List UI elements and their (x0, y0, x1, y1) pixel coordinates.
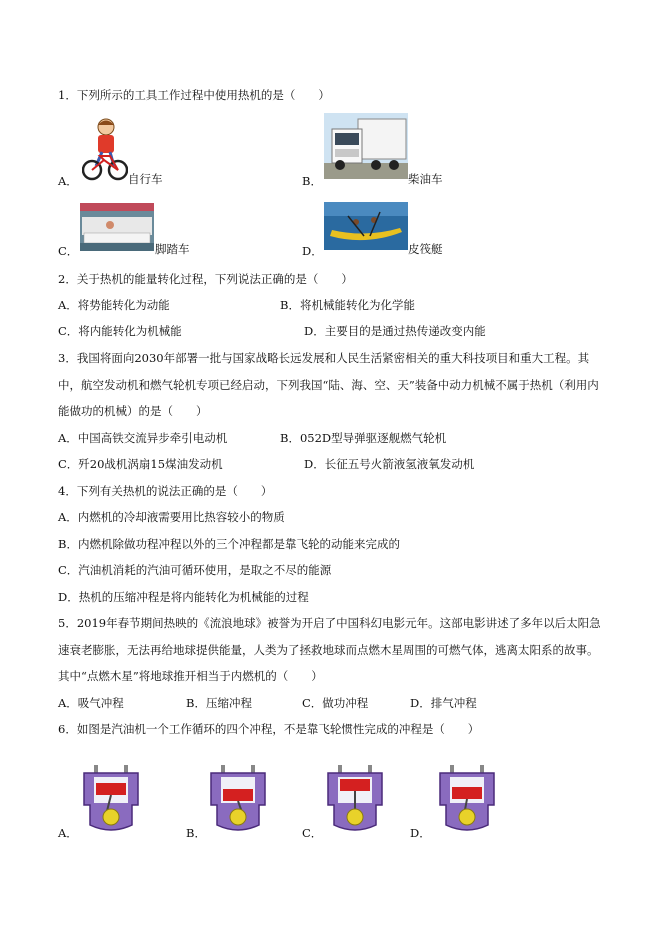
q1-option-d-label: D． (302, 244, 323, 258)
q4-option-a: A．内燃机的冷却液需要用比热容较小的物质 (58, 510, 285, 524)
engine-stroke-b-diagram (207, 765, 269, 833)
q1-option-b-label: B． (302, 174, 322, 188)
q1-option-c-text: 脚踏车 (155, 242, 190, 256)
q3-option-b: B．052D型导弹驱逐舰燃气轮机 (280, 431, 447, 445)
q1-option-a-text: 自行车 (128, 172, 163, 186)
q3-stem-line-1: 3．我国将面向2030年部署一批与国家战略长远发展和人民生活紧密相关的重大科技项目和重大工程。其 (58, 351, 590, 365)
truck-image (324, 113, 408, 179)
engine-stroke-d-diagram (436, 765, 498, 833)
pedal-boat-image (80, 203, 154, 251)
q2-option-a: A．将势能转化为动能 (58, 298, 170, 312)
q2-option-c: C．将内能转化为机械能 (58, 324, 182, 338)
q4-option-c: C．汽油机消耗的汽油可循环使用，是取之不尽的能源 (58, 563, 332, 577)
q1-option-b-text: 柴油车 (408, 172, 443, 186)
q6-option-a: A． (58, 826, 78, 840)
bicycle-image (82, 116, 128, 182)
q6-option-d: D． (410, 826, 431, 840)
q1-option-d-text: 皮筏艇 (408, 242, 443, 256)
q6-option-b: B． (186, 826, 206, 840)
q5-stem-line-3: 其中“点燃木星”将地球推开相当于内燃机的（ ） (58, 669, 323, 683)
q6-stem: 6．如图是汽油机一个工作循环的四个冲程，不是靠飞轮惯性完成的冲程是（ ） (58, 722, 480, 736)
q2-stem: 2．关于热机的能量转化过程，下列说法正确的是（ ） (58, 272, 353, 286)
q3-option-d: D．长征五号火箭液氢液氧发动机 (304, 457, 475, 471)
q1-option-c-label: C． (58, 244, 79, 258)
q3-stem-line-2: 中，航空发动机和燃气轮机专项已经启动，下列我国“陆、海、空、天”装备中动力机械不属于热机（利用内 (58, 378, 599, 392)
q1-stem: 1．下列所示的工具工作过程中使用热机的是（ ） (58, 88, 330, 102)
q5-option-a: A．吸气冲程 (58, 696, 124, 710)
raft-image (324, 202, 408, 250)
q1-option-a-label: A． (58, 174, 78, 188)
q4-stem: 4．下列有关热机的说法正确的是（ ） (58, 484, 273, 498)
q6-option-c: C． (302, 826, 323, 840)
q5-option-d: D．排气冲程 (410, 696, 477, 710)
q3-option-c: C．歼20战机涡扇15煤油发动机 (58, 457, 223, 471)
q5-option-c: C．做功冲程 (302, 696, 369, 710)
q4-option-d: D．热机的压缩冲程是将内能转化为机械能的过程 (58, 590, 309, 604)
engine-stroke-a-diagram (80, 765, 142, 833)
q5-stem-line-1: 5．2019年春节期间热映的《流浪地球》被誉为开启了中国科幻电影元年。这部电影讲述了多年以后太阳急 (58, 616, 601, 630)
q2-option-d: D．主要目的是通过热传递改变内能 (304, 324, 486, 338)
q3-option-a: A．中国高铁交流异步牵引电动机 (58, 431, 228, 445)
engine-stroke-c-diagram (324, 765, 386, 833)
q5-stem-line-2: 速衰老膨胀，无法再给地球提供能量，人类为了拯救地球而点燃木星周围的可燃气体，逃离太阳系的故事。 (58, 643, 599, 657)
q5-option-b: B．压缩冲程 (186, 696, 252, 710)
q3-stem-line-3: 能做功的机械）的是（ ） (58, 404, 208, 418)
q4-option-b: B．内燃机除做功程冲程以外的三个冲程都是靠飞轮的动能来完成的 (58, 537, 400, 551)
q2-option-b: B．将机械能转化为化学能 (280, 298, 415, 312)
